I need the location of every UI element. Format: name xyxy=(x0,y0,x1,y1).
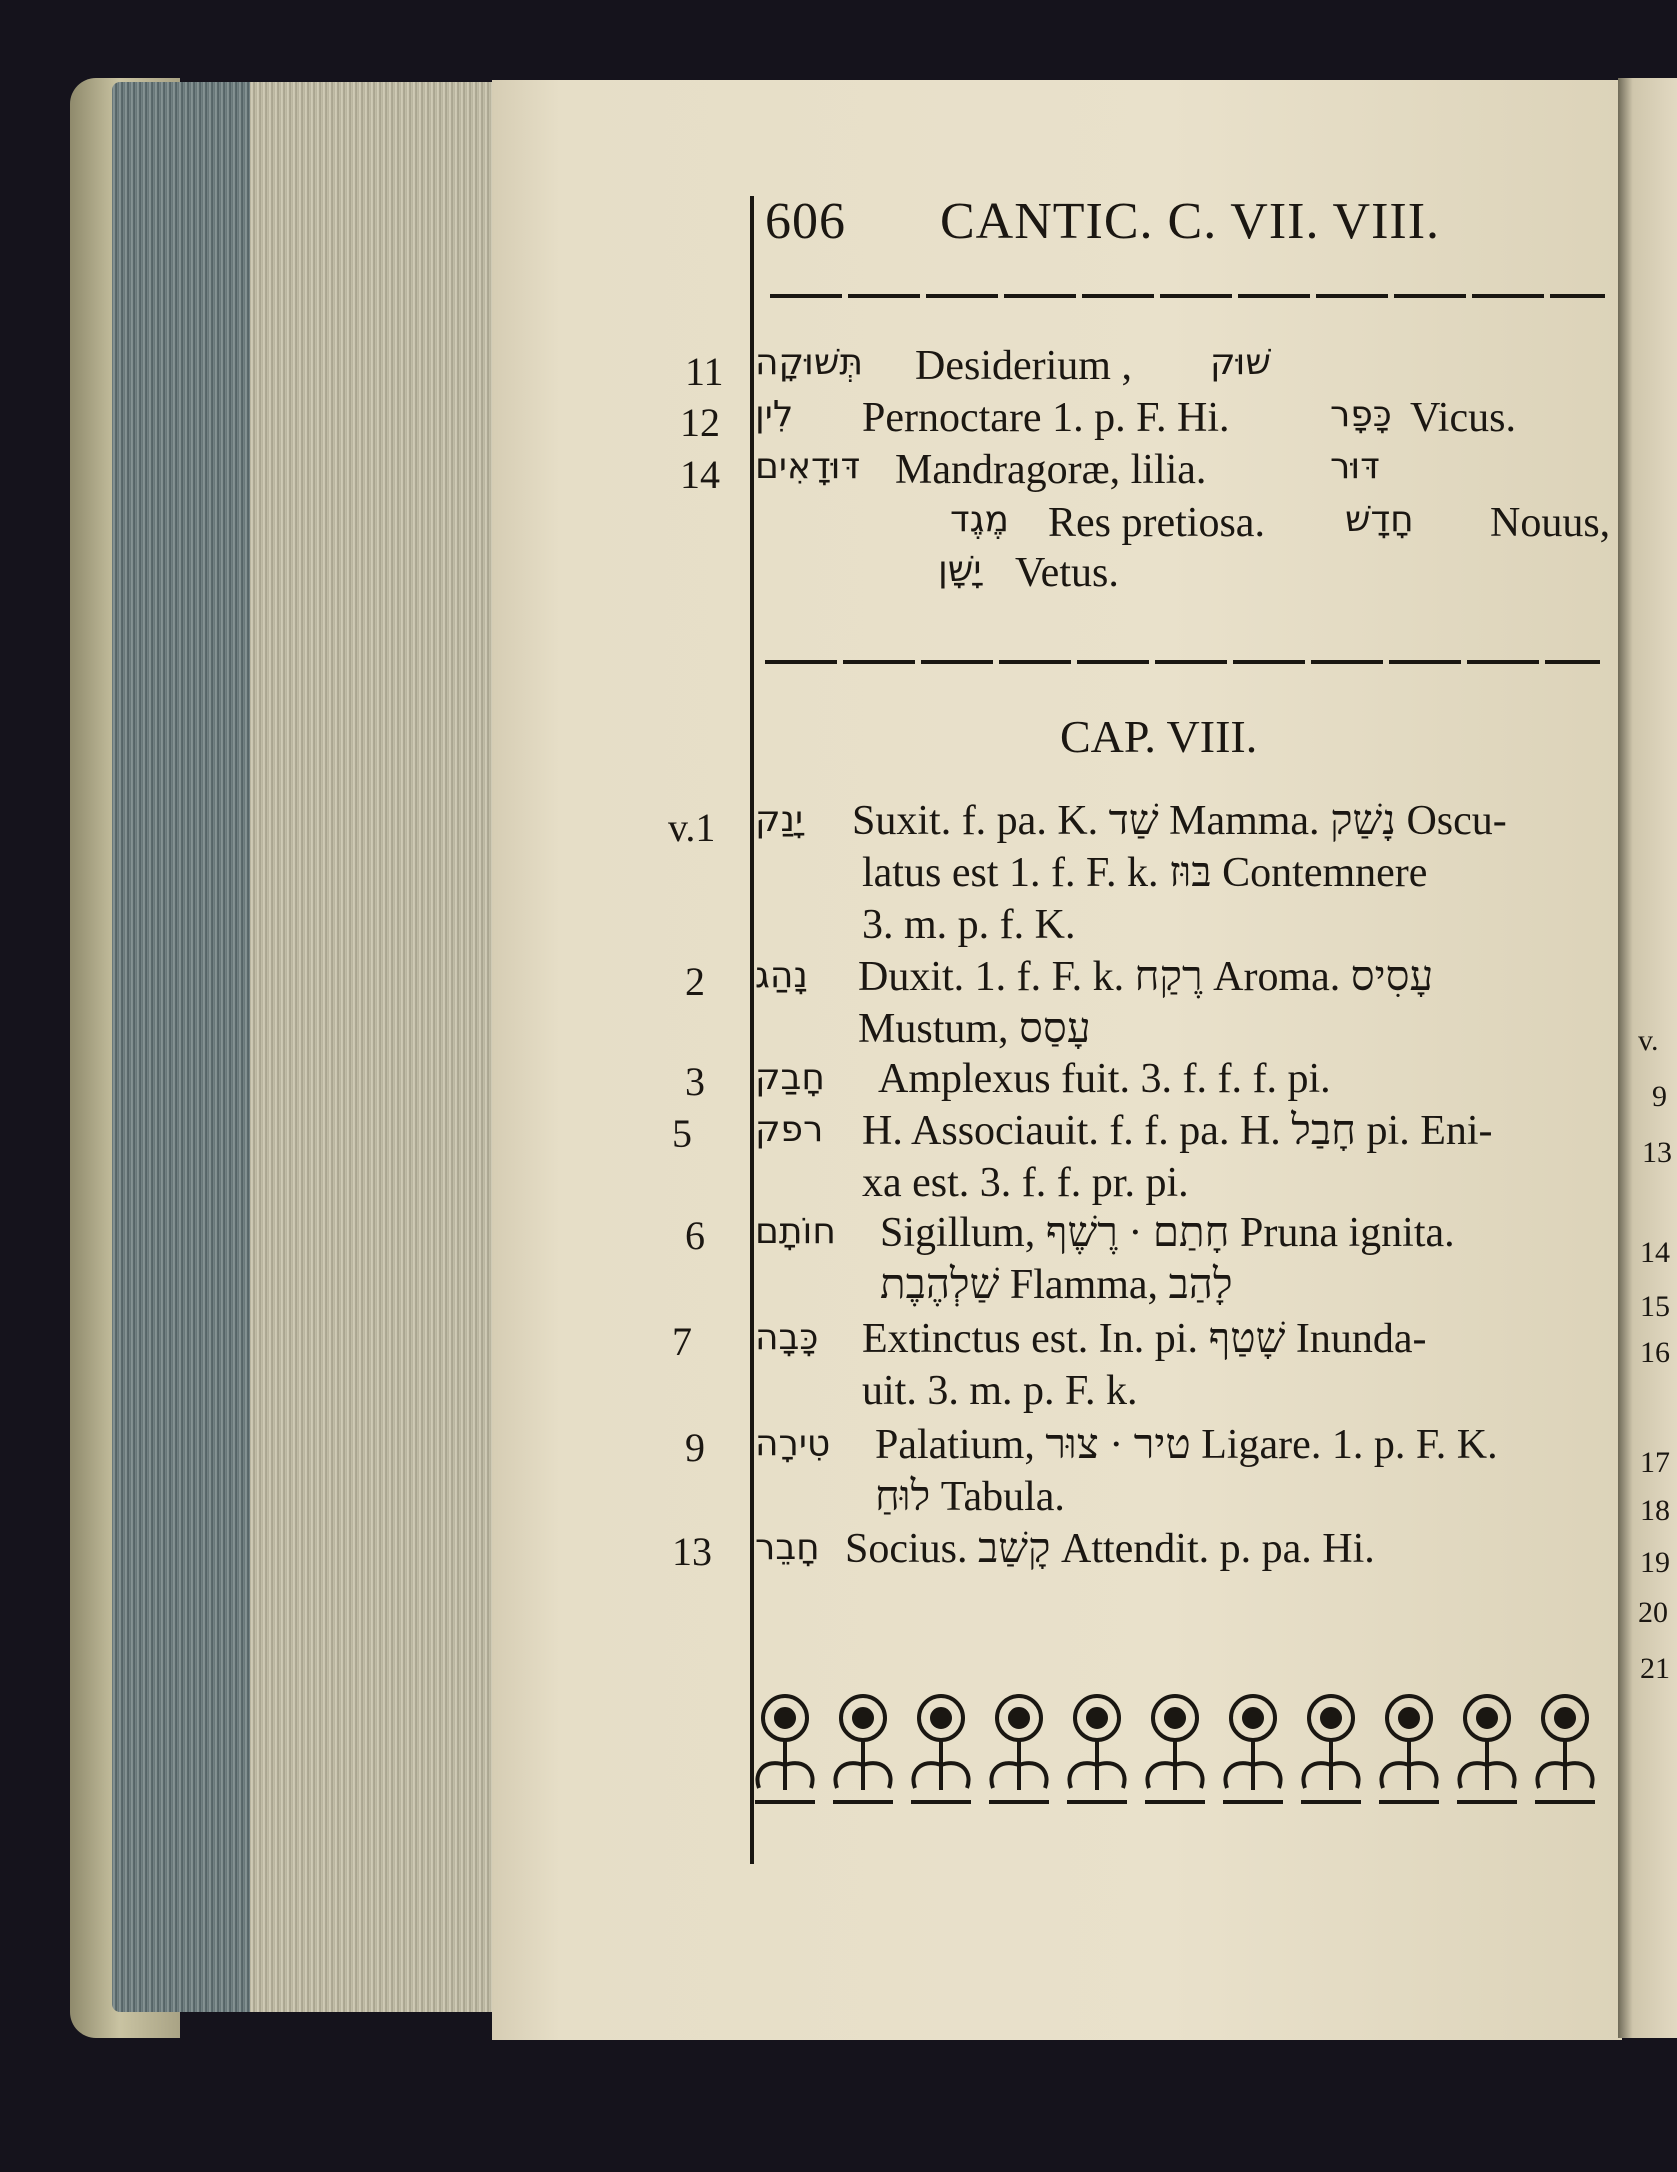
facing-verse-number: 21 xyxy=(1640,1652,1670,1685)
gloss-line: 3. m. p. f. K. xyxy=(862,902,1076,948)
verse-number: 9 xyxy=(685,1425,705,1470)
hebrew-word: יָשָׁן xyxy=(938,549,982,590)
hebrew-word: מֶגֶד xyxy=(950,499,1009,540)
verse-number: 14 xyxy=(680,452,720,497)
facing-verse-number: 14 xyxy=(1640,1236,1670,1269)
gloss-line: Extinctus est. In. pi. שָׁטַף Inunda- xyxy=(862,1316,1427,1362)
verse-number: 3 xyxy=(685,1059,705,1104)
hebrew-word: תְּשׁוּקָה xyxy=(755,342,864,383)
verse-number: v.1 xyxy=(668,805,716,850)
hebrew-word: כָּפָר xyxy=(1330,394,1392,435)
verse-number: 12 xyxy=(680,400,720,445)
gloss-line: uit. 3. m. p. F. k. xyxy=(862,1368,1138,1414)
gloss-line: H. Associauit. f. f. pa. H. חָבַל pi. Eni- xyxy=(862,1108,1493,1154)
hebrew-word: חָדָשׁ xyxy=(1345,499,1414,540)
verse-number: 13 xyxy=(672,1529,712,1574)
hebrew-word: חָבַק xyxy=(755,1057,825,1098)
page-number: 606 xyxy=(765,193,846,250)
gloss-line: Socius. קָשַׁב Attendit. p. pa. Hi. xyxy=(845,1526,1375,1572)
gloss-line: Amplexus fuit. 3. f. f. f. pi. xyxy=(878,1056,1331,1102)
hebrew-word: שׁוּק xyxy=(1210,342,1271,383)
hebrew-word: חָבֵר xyxy=(755,1527,820,1568)
gloss-line: Sigillum, חָתַם · רֶשֶׁף Pruna ignita. xyxy=(880,1210,1455,1256)
verse-number: 11 xyxy=(685,349,724,394)
section-rule xyxy=(765,660,1600,664)
facing-verse-number: 13 xyxy=(1642,1136,1672,1169)
facing-verse-number: 18 xyxy=(1640,1494,1670,1527)
gloss-line: latus est 1. f. F. k. בּוּז Contemnere xyxy=(862,850,1428,896)
facing-page-edge xyxy=(1618,78,1677,2038)
hebrew-word: נָהַג xyxy=(755,955,808,996)
hebrew-word: דּוּדָאִים xyxy=(755,446,861,487)
gloss-line: Suxit. f. pa. K. שַׁד Mamma. נָשַׁק Oscu- xyxy=(852,798,1507,844)
hebrew-word: דּוּר xyxy=(1330,446,1380,487)
gloss: Pernoctare 1. p. F. Hi. xyxy=(862,395,1230,441)
header-rule xyxy=(770,294,1605,298)
facing-verse-number: 15 xyxy=(1640,1290,1670,1323)
hebrew-word: יָנַק xyxy=(755,799,804,840)
verse-number: 7 xyxy=(672,1319,692,1364)
verse-number: 2 xyxy=(685,959,705,1004)
facing-verse-number: 17 xyxy=(1640,1446,1670,1479)
hebrew-word: חוֹתָם xyxy=(755,1211,836,1252)
facing-verse-number: v. xyxy=(1638,1024,1659,1057)
verse-number: 5 xyxy=(672,1111,692,1156)
hebrew-word: רפק xyxy=(755,1109,824,1150)
running-title: CANTIC. C. VII. VIII. xyxy=(940,193,1441,250)
gloss: Desiderium , xyxy=(915,343,1132,389)
facing-verse-number: 16 xyxy=(1640,1336,1670,1369)
gloss: Vicus. xyxy=(1410,395,1516,441)
verse-number: 6 xyxy=(685,1213,705,1258)
gloss: Vetus. xyxy=(1015,550,1119,596)
facing-verse-number: 9 xyxy=(1652,1080,1667,1113)
facing-verse-number: 20 xyxy=(1638,1596,1668,1629)
gloss: Nouus, xyxy=(1490,500,1611,546)
ornamental-flower-border xyxy=(745,1680,1600,1820)
gloss: Res pretiosa. xyxy=(1048,500,1265,546)
gloss: Mandragoræ, lilia. xyxy=(895,447,1207,493)
gloss-line: שַׁלְהֶבֶת Flamma, לָהַב xyxy=(880,1262,1233,1308)
hebrew-word: כָּבָה xyxy=(755,1317,819,1358)
page-block-edge-light xyxy=(250,82,502,2012)
facing-verse-number: 19 xyxy=(1640,1546,1670,1579)
gloss-line: xa est. 3. f. f. pr. pi. xyxy=(862,1160,1189,1206)
gloss-line: Mustum, עָסַס xyxy=(858,1006,1091,1052)
gloss-line: Palatium, טיר · צוּר Ligare. 1. p. F. K. xyxy=(875,1422,1498,1468)
gloss-line: Duxit. 1. f. F. k. רֶקַח Aroma. עָסִיס xyxy=(858,954,1434,1000)
hebrew-word: טִירָה xyxy=(755,1423,831,1464)
margin-rule xyxy=(750,196,754,1864)
hebrew-word: לִין xyxy=(755,394,794,435)
gloss-line: לוּחַ Tabula. xyxy=(875,1474,1065,1520)
chapter-heading: CAP. VIII. xyxy=(1060,711,1258,762)
